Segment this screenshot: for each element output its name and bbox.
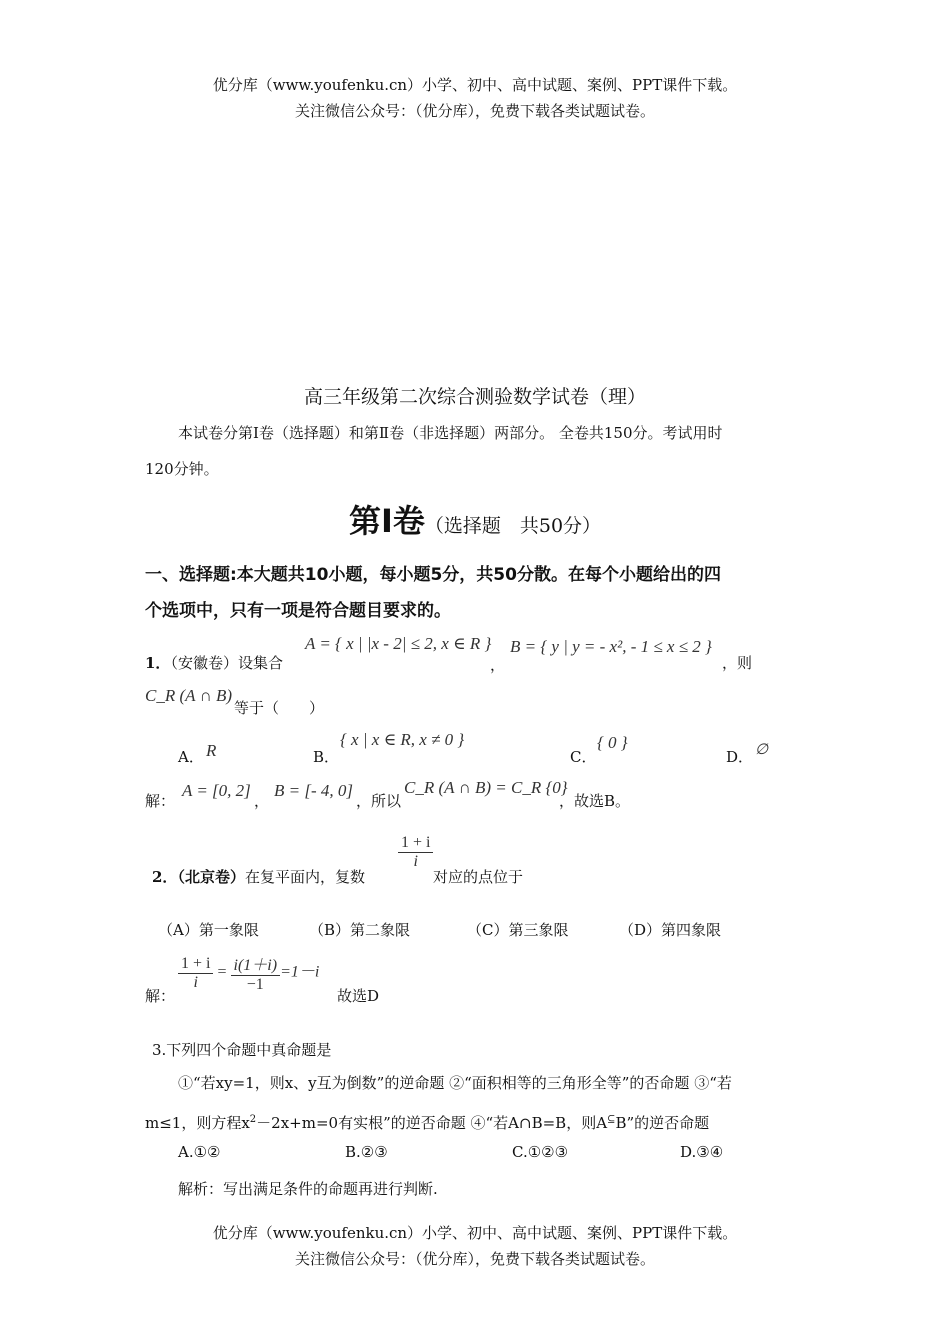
- q1-option-c-label: C．: [570, 748, 597, 766]
- page-title: 高三年级第二次综合测验数学试卷（理）: [303, 386, 646, 408]
- q3-line-2b: －2x+m=0有实根”的逆否命题 ④“若A∩B=B，则A: [256, 1114, 608, 1132]
- q2-option-c: （C）第三象限: [467, 921, 569, 939]
- q1-solution-a: A = [0, 2]: [182, 781, 251, 800]
- q1-equals: 等于（ ）: [234, 699, 325, 717]
- q2-option-d: （D）第四象限: [619, 921, 722, 939]
- section-title: [0, 496, 950, 542]
- q2-solution-frac1-numerator: 1 + i: [178, 955, 213, 974]
- q1-then: ，则: [722, 654, 753, 672]
- q3-line-2a: m≤1，则方程x: [145, 1114, 250, 1132]
- q1-option-b-label: B．: [313, 748, 340, 766]
- q1-option-a: R: [206, 741, 217, 760]
- part1-heading-line-2: 个选项中，只有一项是符合题目要求的。: [145, 601, 451, 621]
- q3-analysis: 解析：写出满足条件的命题再进行判断.: [178, 1180, 438, 1198]
- q1-option-d-label: D．: [726, 748, 754, 766]
- q1-option-a-label: A．: [178, 748, 204, 766]
- header-line-1: 优分库（www.youfenku.cn）小学、初中、高中试题、案例、PPT课件下载。: [212, 76, 738, 94]
- q3-option-b: B.②③: [345, 1143, 388, 1161]
- q2-fraction: [398, 834, 433, 871]
- q2-solution-frac1-denominator: i: [193, 973, 198, 991]
- q2-solution-frac2-denominator: −1: [246, 976, 264, 993]
- q2-option-a: （A）第一象限: [158, 921, 259, 939]
- q2-solution-label: 解：: [145, 987, 176, 1005]
- footer-line-2: 关注微信公众号：（优分库），免费下载各类试题试卷。: [294, 1250, 655, 1268]
- q3-option-c: C.①②③: [512, 1143, 569, 1161]
- q1-solution-b: B = [- 4, 0]: [274, 781, 353, 800]
- q3-line-2c: B”的逆否命题: [615, 1114, 710, 1132]
- q2-solution-eq2: =1－i: [280, 963, 320, 981]
- q1-source: （安徽卷）设集合: [170, 654, 283, 672]
- q1-expression: C_R (A ∩ B): [145, 686, 233, 705]
- q1-option-b: { x | x ∈ R, x ≠ 0 }: [340, 730, 465, 749]
- q3-option-d: D.③④: [680, 1143, 724, 1161]
- q3-line-2-sup: 2: [249, 1114, 257, 1125]
- q2-fraction-numerator: 1 + i: [398, 834, 433, 853]
- q2-solution-frac2-numerator: i(1＋i): [231, 952, 281, 976]
- q1-set-a: A = { x | |x - 2| ≤ 2, x ∈ R }: [305, 634, 492, 653]
- header-line-2: 关注微信公众号：（优分库），免费下载各类试题试卷。: [294, 102, 655, 120]
- q1-solution-end: ，故选B。: [559, 792, 631, 810]
- q2-number: 2．: [152, 868, 178, 886]
- q1-number-label: 1．: [145, 654, 171, 672]
- q3-subset-symbol: ⊆: [607, 1114, 616, 1125]
- q2-text-1: 在复平面内，复数: [244, 868, 365, 886]
- q2-line: [152, 866, 365, 887]
- q2-solution-end: 故选D: [337, 987, 380, 1005]
- q1-comma: ，: [490, 656, 506, 674]
- q1-option-c: { 0 }: [597, 733, 628, 752]
- q2-text-2: 对应的点位于: [433, 868, 524, 886]
- q1-solution-label: 解：: [145, 792, 176, 810]
- q2-solution-eq1: =: [217, 963, 227, 981]
- q1-solution-so: ，所以: [356, 792, 402, 810]
- section-title-main: 第Ⅰ卷: [348, 502, 425, 540]
- q3-option-a: A.①②: [178, 1143, 221, 1161]
- q2-source: （北京卷）: [177, 868, 245, 886]
- footer-line-1: 优分库（www.youfenku.cn）小学、初中、高中试题、案例、PPT课件下载。: [212, 1224, 738, 1242]
- q1-number: [145, 652, 283, 673]
- q3-line-2: [145, 1112, 709, 1133]
- q2-fraction-denominator: i: [413, 853, 418, 870]
- q3-stem: 3.下列四个命题中真命题是: [152, 1041, 332, 1059]
- section-title-sub: （选择题 共50分）: [424, 515, 602, 537]
- q2-solution-math: [178, 952, 319, 994]
- intro-line-1: 本试卷分第Ⅰ卷（选择题）和第Ⅱ卷（非选择题）两部分。 全卷共150分。考试用时: [178, 424, 723, 442]
- q2-option-b: （B）第二象限: [309, 921, 411, 939]
- intro-line-2: 120分钟。: [145, 460, 219, 478]
- q3-line-1: ①“若xy=1，则x、y互为倒数”的逆命题 ②“面积相等的三角形全等”的否命题 ③“若: [178, 1074, 732, 1092]
- q1-solution-sep: ，: [254, 792, 270, 810]
- q1-set-b: B = { y | y = - x², - 1 ≤ x ≤ 2 }: [510, 637, 712, 656]
- part1-heading-line-1: 一、选择题:本大题共10小题，每小题5分，共50分散。在每个小题给出的四: [145, 565, 721, 585]
- q1-solution-expression: C_R (A ∩ B) = C_R {0}: [404, 778, 568, 797]
- q1-option-d: ∅: [755, 742, 769, 758]
